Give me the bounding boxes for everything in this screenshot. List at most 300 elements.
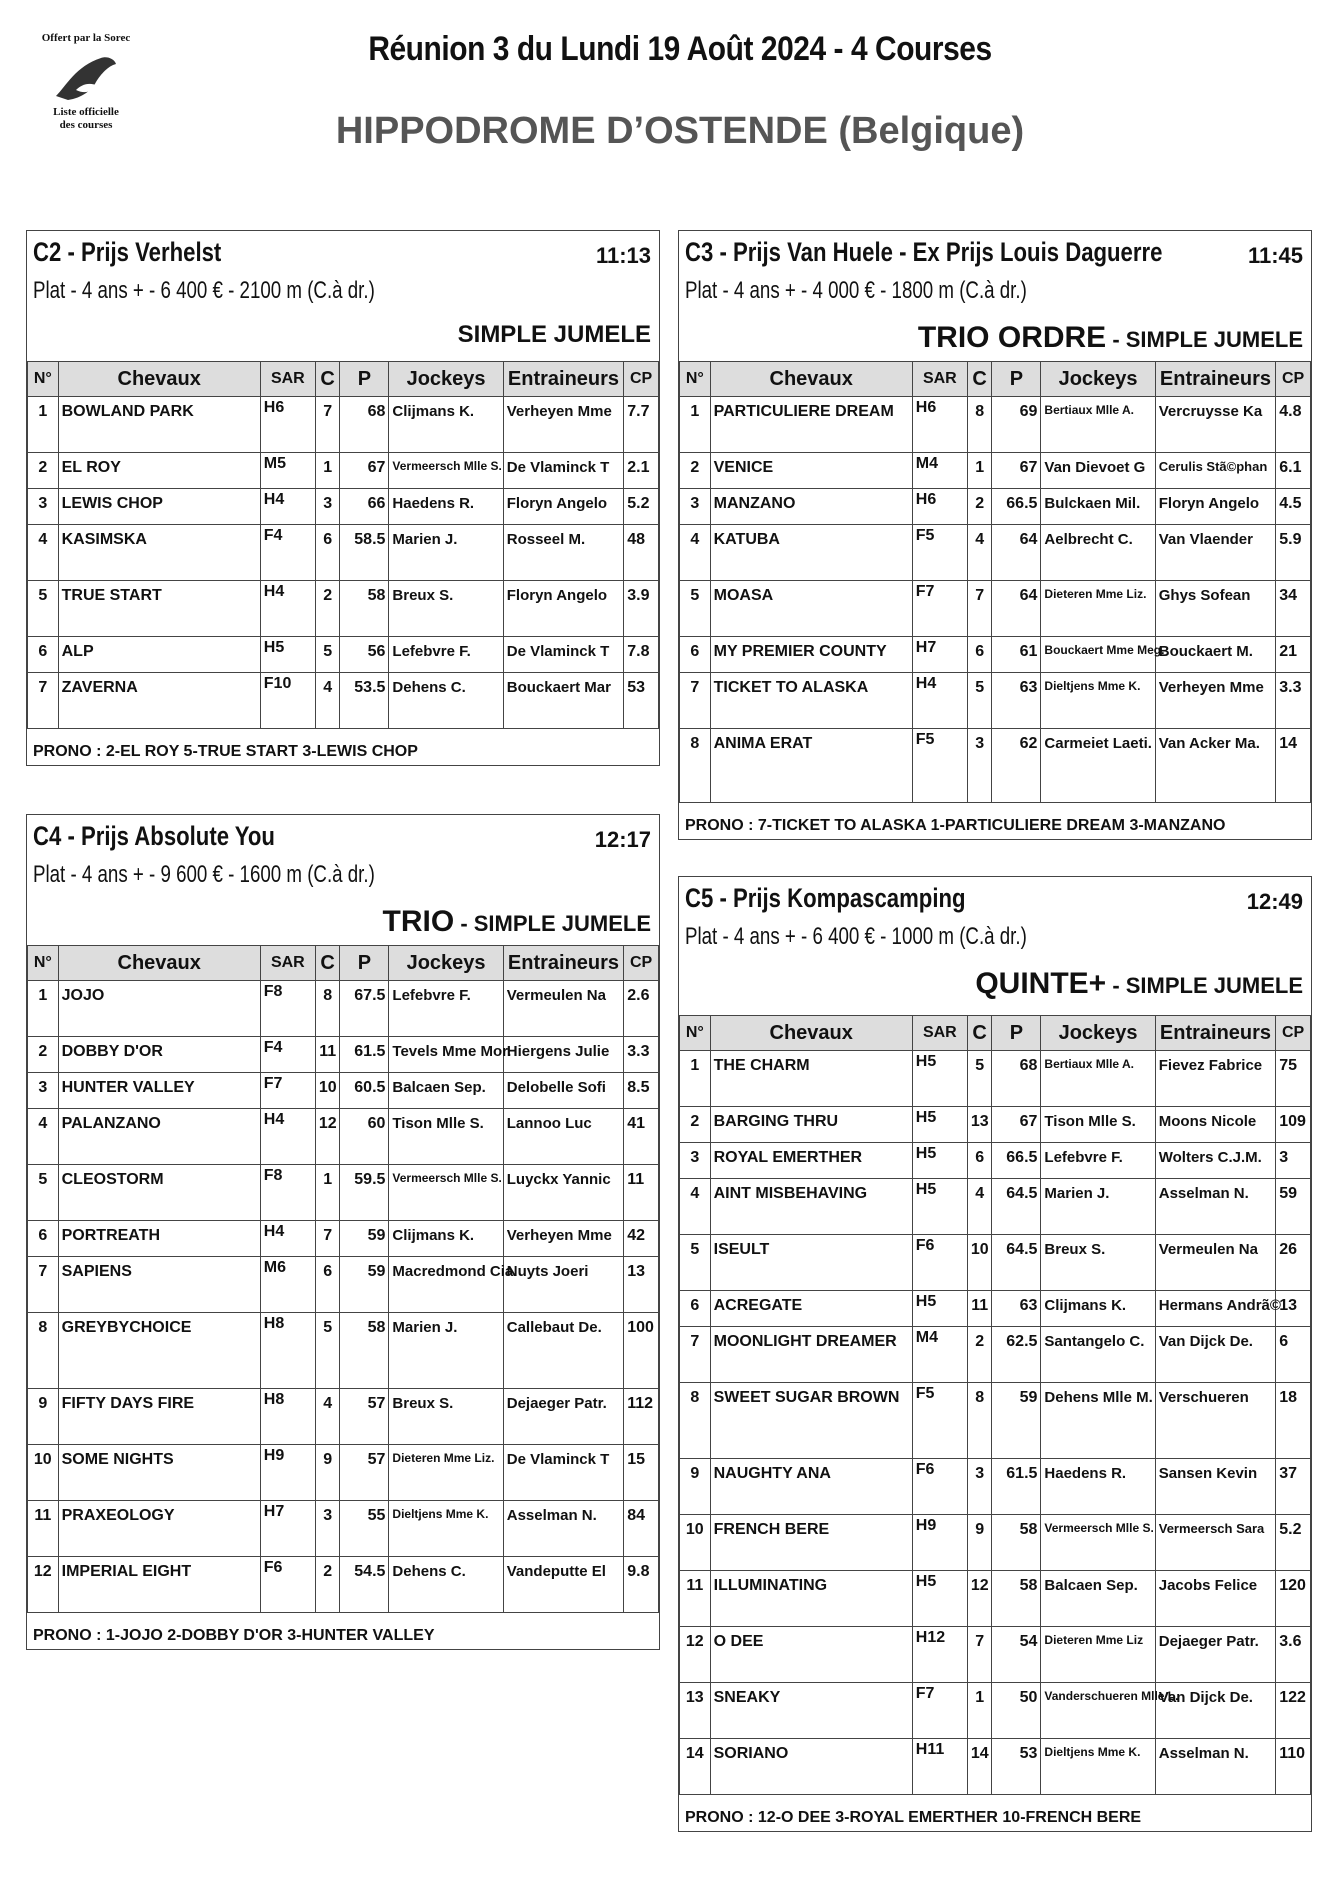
jockey-name: Marien J. (389, 525, 503, 581)
trainer-name: Verschueren (1155, 1383, 1275, 1459)
table-row (28, 1073, 659, 1109)
horse-name: KASIMSKA (58, 525, 260, 581)
runner-number: 5 (680, 1235, 711, 1291)
table-row (680, 453, 1311, 489)
runner-sar: F5 (912, 525, 967, 581)
col-header-p: P (340, 362, 389, 397)
jockey-name: Bouckaert Mme Meg. (1041, 637, 1155, 673)
trainer-name: Floryn Angelo (1155, 489, 1275, 525)
runner-draw: 10 (315, 1073, 340, 1109)
table-row (28, 1109, 659, 1165)
race-name (685, 237, 1162, 268)
runner-odds: 122 (1276, 1683, 1311, 1739)
runner-weight: 67 (992, 453, 1041, 489)
table-row (680, 1383, 1311, 1459)
runner-draw: 2 (315, 581, 340, 637)
runner-number: 3 (680, 1143, 711, 1179)
table-row (680, 673, 1311, 729)
table-row (28, 637, 659, 673)
runner-number: 5 (28, 1165, 59, 1221)
race-block (26, 230, 660, 766)
horse-name: AINT MISBEHAVING (710, 1179, 912, 1235)
runner-number: 8 (680, 1383, 711, 1459)
trainer-name: Lannoo Luc (503, 1109, 623, 1165)
runner-sar: H8 (260, 1313, 315, 1389)
trainer-name: Vercruysse Ka (1155, 397, 1275, 453)
jockey-name: Haedens R. (389, 489, 503, 525)
runner-odds: 112 (624, 1389, 659, 1445)
runner-sar: F5 (912, 729, 967, 803)
trainer-name: Wolters C.J.M. (1155, 1143, 1275, 1179)
jockey-name: Dieteren Mme Liz. (389, 1445, 503, 1501)
jockey-name: Van Dievoet G (1041, 453, 1155, 489)
race-label: Prijs Absolute You (80, 821, 275, 851)
runner-number: 2 (680, 453, 711, 489)
table-row (28, 1221, 659, 1257)
race-bet-types (975, 967, 1303, 1001)
trainer-name: De Vlaminck T (503, 637, 623, 673)
runner-weight: 61.5 (992, 1459, 1041, 1515)
page-subtitle: HIPPODROME D’OSTENDE (Belgique) (335, 110, 1025, 152)
bet-secondary: - SIMPLE JUMELE (1106, 327, 1303, 352)
runner-draw: 5 (315, 637, 340, 673)
trainer-name: Asselman N. (503, 1501, 623, 1557)
table-row (680, 1107, 1311, 1143)
col-header-c: C (315, 946, 340, 981)
col-header-sar: SAR (912, 362, 967, 397)
jockey-name: Lefebvre F. (1041, 1143, 1155, 1179)
horse-name: PRAXEOLOGY (58, 1501, 260, 1557)
jockey-name: Marien J. (1041, 1179, 1155, 1235)
runner-odds: 11 (624, 1165, 659, 1221)
trainer-name: De Vlaminck T (503, 453, 623, 489)
runner-sar: H6 (912, 397, 967, 453)
table-row (28, 1257, 659, 1313)
jockey-name: Dieltjens Mme K. (1041, 673, 1155, 729)
trainer-name: Dejaeger Patr. (503, 1389, 623, 1445)
runner-weight: 66.5 (992, 1143, 1041, 1179)
runner-sar: H5 (912, 1179, 967, 1235)
table-row (28, 673, 659, 729)
horse-name: MANZANO (710, 489, 912, 525)
race-title (685, 883, 1303, 919)
race-conditions: Plat - 4 ans + - 4 000 € - 1800 m (C.à dr.) (685, 277, 1027, 304)
race-time: 11:13 (595, 243, 651, 268)
runner-number: 3 (28, 1073, 59, 1109)
runner-draw: 4 (967, 1179, 992, 1235)
horse-name: SNEAKY (710, 1683, 912, 1739)
runner-draw: 4 (315, 673, 340, 729)
trainer-name: Vandeputte El (503, 1557, 623, 1613)
runner-sar: H4 (260, 1109, 315, 1165)
runner-number: 5 (28, 581, 59, 637)
table-row (28, 453, 659, 489)
jockey-name: Vermeersch Mlle S. (389, 1165, 503, 1221)
runner-draw: 13 (967, 1107, 992, 1143)
runner-number: 7 (680, 1327, 711, 1383)
jockey-name: Macredmond Cia. (389, 1257, 503, 1313)
table-row (28, 489, 659, 525)
runner-sar: H11 (912, 1739, 967, 1795)
runner-number: 1 (28, 981, 59, 1037)
table-row (28, 1501, 659, 1557)
trainer-name: Van Dijck De. (1155, 1327, 1275, 1383)
runner-sar: F6 (260, 1557, 315, 1613)
jockey-name: Breux S. (1041, 1235, 1155, 1291)
runner-draw: 5 (967, 673, 992, 729)
runner-draw: 7 (315, 1221, 340, 1257)
col-header-cp: CP (624, 362, 659, 397)
jockey-name: Vanderschueren Mlle L. (1041, 1683, 1155, 1739)
jockey-name: Breux S. (389, 581, 503, 637)
jockey-name: Dehens C. (389, 673, 503, 729)
runner-sar: H12 (912, 1627, 967, 1683)
runner-draw: 7 (315, 397, 340, 453)
trainer-name: Van Vlaender (1155, 525, 1275, 581)
logo-line-3: des courses (59, 119, 113, 131)
horse-name: KATUBA (710, 525, 912, 581)
jockey-name: Vermeersch Mlle S. (1041, 1515, 1155, 1571)
col-header-trainer: Entraineurs (503, 946, 623, 981)
runner-weight: 62.5 (992, 1327, 1041, 1383)
runner-odds: 2.6 (624, 981, 659, 1037)
runner-weight: 59 (340, 1257, 389, 1313)
runner-draw: 6 (315, 1257, 340, 1313)
runner-draw: 11 (967, 1291, 992, 1327)
runner-odds: 9.8 (624, 1557, 659, 1613)
horse-name: PORTREATH (58, 1221, 260, 1257)
runner-draw: 2 (315, 1557, 340, 1613)
runner-odds: 37 (1276, 1459, 1311, 1515)
col-header-num: N° (680, 362, 711, 397)
race-prono: PRONO : 12-O DEE 3-ROYAL EMERTHER 10-FRENCH BERE (685, 1809, 1142, 1826)
runner-number: 6 (28, 1221, 59, 1257)
runner-draw: 3 (967, 729, 992, 803)
runner-weight: 67 (340, 453, 389, 489)
jockey-name: Tevels Mme Mor. (389, 1037, 503, 1073)
runner-draw: 7 (967, 1627, 992, 1683)
trainer-name: Hiergens Julie (503, 1037, 623, 1073)
jockey-name: Dieteren Mme Liz. (1041, 581, 1155, 637)
runner-draw: 4 (315, 1389, 340, 1445)
runner-weight: 54.5 (340, 1557, 389, 1613)
race-block (678, 876, 1312, 1832)
runner-draw: 8 (967, 397, 992, 453)
race-title (685, 237, 1303, 273)
horse-name: NAUGHTY ANA (710, 1459, 912, 1515)
runner-number: 10 (680, 1515, 711, 1571)
runner-weight: 58.5 (340, 525, 389, 581)
runner-sar: F7 (912, 1683, 967, 1739)
runner-weight: 63 (992, 673, 1041, 729)
header-row (680, 362, 1311, 397)
horse-name: EL ROY (58, 453, 260, 489)
runner-sar: M4 (912, 1327, 967, 1383)
runner-weight: 58 (992, 1515, 1041, 1571)
runner-sar: F7 (912, 581, 967, 637)
race-block (678, 230, 1312, 840)
race-time: 12:49 (1246, 889, 1303, 914)
trainer-name: Delobelle Sofi (503, 1073, 623, 1109)
table-row (28, 1313, 659, 1389)
col-header-jockey: Jockeys (389, 362, 503, 397)
trainer-name: Asselman N. (1155, 1739, 1275, 1795)
runner-weight: 56 (340, 637, 389, 673)
runner-odds: 21 (1276, 637, 1311, 673)
runner-odds: 26 (1276, 1235, 1311, 1291)
runner-number: 4 (28, 525, 59, 581)
runner-weight: 50 (992, 1683, 1041, 1739)
runner-sar: M4 (912, 453, 967, 489)
trainer-name: Vermeulen Na (503, 981, 623, 1037)
runner-sar: H9 (912, 1515, 967, 1571)
horse-name: ACREGATE (710, 1291, 912, 1327)
jockey-name: Balcaen Sep. (389, 1073, 503, 1109)
runner-odds: 7.8 (624, 637, 659, 673)
race-time: 12:17 (594, 827, 651, 852)
runner-draw: 1 (315, 453, 340, 489)
table-row (28, 397, 659, 453)
runner-sar: H7 (912, 637, 967, 673)
runner-weight: 60.5 (340, 1073, 389, 1109)
table-row (28, 525, 659, 581)
col-header-c: C (967, 1016, 992, 1051)
runner-number: 8 (28, 1313, 59, 1389)
runner-odds: 13 (1276, 1291, 1311, 1327)
trainer-name: Vermeulen Na (1155, 1235, 1275, 1291)
jockey-name: Balcaen Sep. (1041, 1571, 1155, 1627)
horse-name: SORIANO (710, 1739, 912, 1795)
horse-name: FIFTY DAYS FIRE (58, 1389, 260, 1445)
bet-secondary: SIMPLE JUMELE (457, 321, 651, 348)
runner-odds: 14 (1276, 729, 1311, 803)
runner-sar: F7 (260, 1073, 315, 1109)
runner-sar: H4 (260, 581, 315, 637)
runner-draw: 3 (967, 1459, 992, 1515)
trainer-name: Verheyen Mme (1155, 673, 1275, 729)
race-name (33, 821, 275, 852)
race-code: C3 - (685, 237, 733, 267)
table-row (680, 1051, 1311, 1107)
runner-sar: H6 (912, 489, 967, 525)
runner-weight: 58 (992, 1571, 1041, 1627)
jockey-name: Lefebvre F. (389, 637, 503, 673)
race-title (33, 237, 651, 273)
table-row (680, 1627, 1311, 1683)
runner-number: 13 (680, 1683, 711, 1739)
col-header-sar: SAR (912, 1016, 967, 1051)
runner-draw: 5 (967, 1051, 992, 1107)
runner-odds: 4.8 (1276, 397, 1311, 453)
table-row (28, 1037, 659, 1073)
table-row (680, 1327, 1311, 1383)
runner-weight: 61 (992, 637, 1041, 673)
horse-name: FRENCH BERE (710, 1515, 912, 1571)
runner-sar: F6 (912, 1235, 967, 1291)
trainer-name: Asselman N. (1155, 1179, 1275, 1235)
horse-name: ALP (58, 637, 260, 673)
horse-name: BARGING THRU (710, 1107, 912, 1143)
runner-number: 1 (680, 1051, 711, 1107)
jockey-name: Haedens R. (1041, 1459, 1155, 1515)
runner-draw: 1 (967, 453, 992, 489)
runner-weight: 66.5 (992, 489, 1041, 525)
runner-sar: F6 (912, 1459, 967, 1515)
runner-odds: 18 (1276, 1383, 1311, 1459)
race-name (33, 237, 221, 268)
race-conditions: Plat - 4 ans + - 6 400 € - 2100 m (C.à dr.) (33, 277, 375, 304)
race-time: 11:45 (1247, 243, 1303, 268)
horse-name: BOWLAND PARK (58, 397, 260, 453)
horse-name: THE CHARM (710, 1051, 912, 1107)
runner-odds: 3.3 (624, 1037, 659, 1073)
horse-name: MOASA (710, 581, 912, 637)
bet-secondary: - SIMPLE JUMELE (454, 911, 651, 936)
race-label: Prijs Verhelst (80, 237, 222, 267)
jockey-name: Dieteren Mme Liz (1041, 1627, 1155, 1683)
jockey-name: Santangelo C. (1041, 1327, 1155, 1383)
horse-name: MY PREMIER COUNTY (710, 637, 912, 673)
runner-odds: 75 (1276, 1051, 1311, 1107)
table-row (680, 1143, 1311, 1179)
col-header-p: P (340, 946, 389, 981)
jockey-name: Dieltjens Mme K. (389, 1501, 503, 1557)
runner-draw: 7 (967, 581, 992, 637)
runner-sar: H8 (260, 1389, 315, 1445)
col-header-p: P (992, 1016, 1041, 1051)
col-header-horse: Chevaux (710, 362, 912, 397)
runner-sar: H5 (912, 1291, 967, 1327)
runner-sar: H7 (260, 1501, 315, 1557)
race-bet-types (918, 321, 1303, 355)
horse-name: ANIMA ERAT (710, 729, 912, 803)
runner-odds: 5.2 (624, 489, 659, 525)
race-prono: PRONO : 7-TICKET TO ALASKA 1-PARTICULIERE DREAM 3-MANZANO (685, 817, 1226, 834)
runner-number: 10 (28, 1445, 59, 1501)
jockey-name: Dieltjens Mme K. (1041, 1739, 1155, 1795)
runner-odds: 48 (624, 525, 659, 581)
runner-draw: 4 (967, 525, 992, 581)
jockey-name: Dehens Mlle M. (1041, 1383, 1155, 1459)
runner-sar: H5 (912, 1571, 967, 1627)
runner-draw: 14 (967, 1739, 992, 1795)
trainer-name: Jacobs Felice (1155, 1571, 1275, 1627)
runner-weight: 59.5 (340, 1165, 389, 1221)
runner-draw: 12 (315, 1109, 340, 1165)
runner-draw: 6 (967, 637, 992, 673)
runner-sar: H5 (912, 1107, 967, 1143)
trainer-name: Vermeersch Sara (1155, 1515, 1275, 1571)
trainer-name: Ghys Sofean (1155, 581, 1275, 637)
runner-sar: H5 (912, 1143, 967, 1179)
col-header-jockey: Jockeys (1041, 1016, 1155, 1051)
runner-weight: 58 (340, 581, 389, 637)
runner-sar: H9 (260, 1445, 315, 1501)
horse-name: SOME NIGHTS (58, 1445, 260, 1501)
runner-draw: 9 (315, 1445, 340, 1501)
table-row (680, 397, 1311, 453)
bet-secondary: - SIMPLE JUMELE (1106, 973, 1303, 998)
runner-sar: M5 (260, 453, 315, 489)
jockey-name: Aelbrecht C. (1041, 525, 1155, 581)
trainer-name: Hermans Andrã© (1155, 1291, 1275, 1327)
trainer-name: Dejaeger Patr. (1155, 1627, 1275, 1683)
runner-odds: 3.9 (624, 581, 659, 637)
horse-name: IMPERIAL EIGHT (58, 1557, 260, 1613)
race-prono: PRONO : 2-EL ROY 5-TRUE START 3-LEWIS CHOP (33, 743, 418, 760)
sorec-logo (26, 28, 146, 148)
runner-number: 6 (680, 637, 711, 673)
col-header-horse: Chevaux (710, 1016, 912, 1051)
runner-sar: H4 (260, 1221, 315, 1257)
horse-name: PARTICULIERE DREAM (710, 397, 912, 453)
runner-number: 7 (680, 673, 711, 729)
table-row (28, 1165, 659, 1221)
runner-weight: 58 (340, 1313, 389, 1389)
race-block (26, 814, 660, 1650)
runner-number: 9 (680, 1459, 711, 1515)
runner-sar: F5 (912, 1383, 967, 1459)
runner-odds: 5.9 (1276, 525, 1311, 581)
jockey-name: Clijmans K. (389, 397, 503, 453)
table-row (680, 1571, 1311, 1627)
trainer-name: Luyckx Yannic (503, 1165, 623, 1221)
header-row (28, 362, 659, 397)
horse-name: VENICE (710, 453, 912, 489)
runner-odds: 110 (1276, 1739, 1311, 1795)
jockey-name: Bertiaux Mlle A. (1041, 1051, 1155, 1107)
col-header-c: C (315, 362, 340, 397)
col-header-sar: SAR (260, 946, 315, 981)
runner-sar: F8 (260, 981, 315, 1037)
runner-odds: 5.2 (1276, 1515, 1311, 1571)
race-title (33, 821, 651, 857)
runner-number: 12 (28, 1557, 59, 1613)
trainer-name: Moons Nicole (1155, 1107, 1275, 1143)
jockey-name: Dehens C. (389, 1557, 503, 1613)
table-row (680, 1459, 1311, 1515)
runner-draw: 6 (315, 525, 340, 581)
runner-draw: 3 (315, 489, 340, 525)
runner-weight: 55 (340, 1501, 389, 1557)
col-header-num: N° (680, 1016, 711, 1051)
runner-odds: 84 (624, 1501, 659, 1557)
runner-number: 7 (28, 1257, 59, 1313)
race-code: C4 - (33, 821, 81, 851)
runner-number: 3 (680, 489, 711, 525)
runner-weight: 63 (992, 1291, 1041, 1327)
runner-odds: 13 (624, 1257, 659, 1313)
runner-number: 2 (28, 1037, 59, 1073)
race-bet-types (383, 905, 651, 939)
runner-weight: 53 (992, 1739, 1041, 1795)
runner-weight: 64 (992, 525, 1041, 581)
race-name (685, 883, 966, 914)
runner-sar: F4 (260, 525, 315, 581)
runner-draw: 5 (315, 1313, 340, 1389)
runner-weight: 57 (340, 1445, 389, 1501)
runner-draw: 12 (967, 1571, 992, 1627)
runner-weight: 67.5 (340, 981, 389, 1037)
trainer-name: Verheyen Mme (503, 397, 623, 453)
jockey-name: Breux S. (389, 1389, 503, 1445)
runner-number: 4 (680, 1179, 711, 1235)
runner-sar: H5 (912, 1051, 967, 1107)
trainer-name: Sansen Kevin (1155, 1459, 1275, 1515)
col-header-p: P (992, 362, 1041, 397)
runner-draw: 10 (967, 1235, 992, 1291)
runner-odds: 100 (624, 1313, 659, 1389)
